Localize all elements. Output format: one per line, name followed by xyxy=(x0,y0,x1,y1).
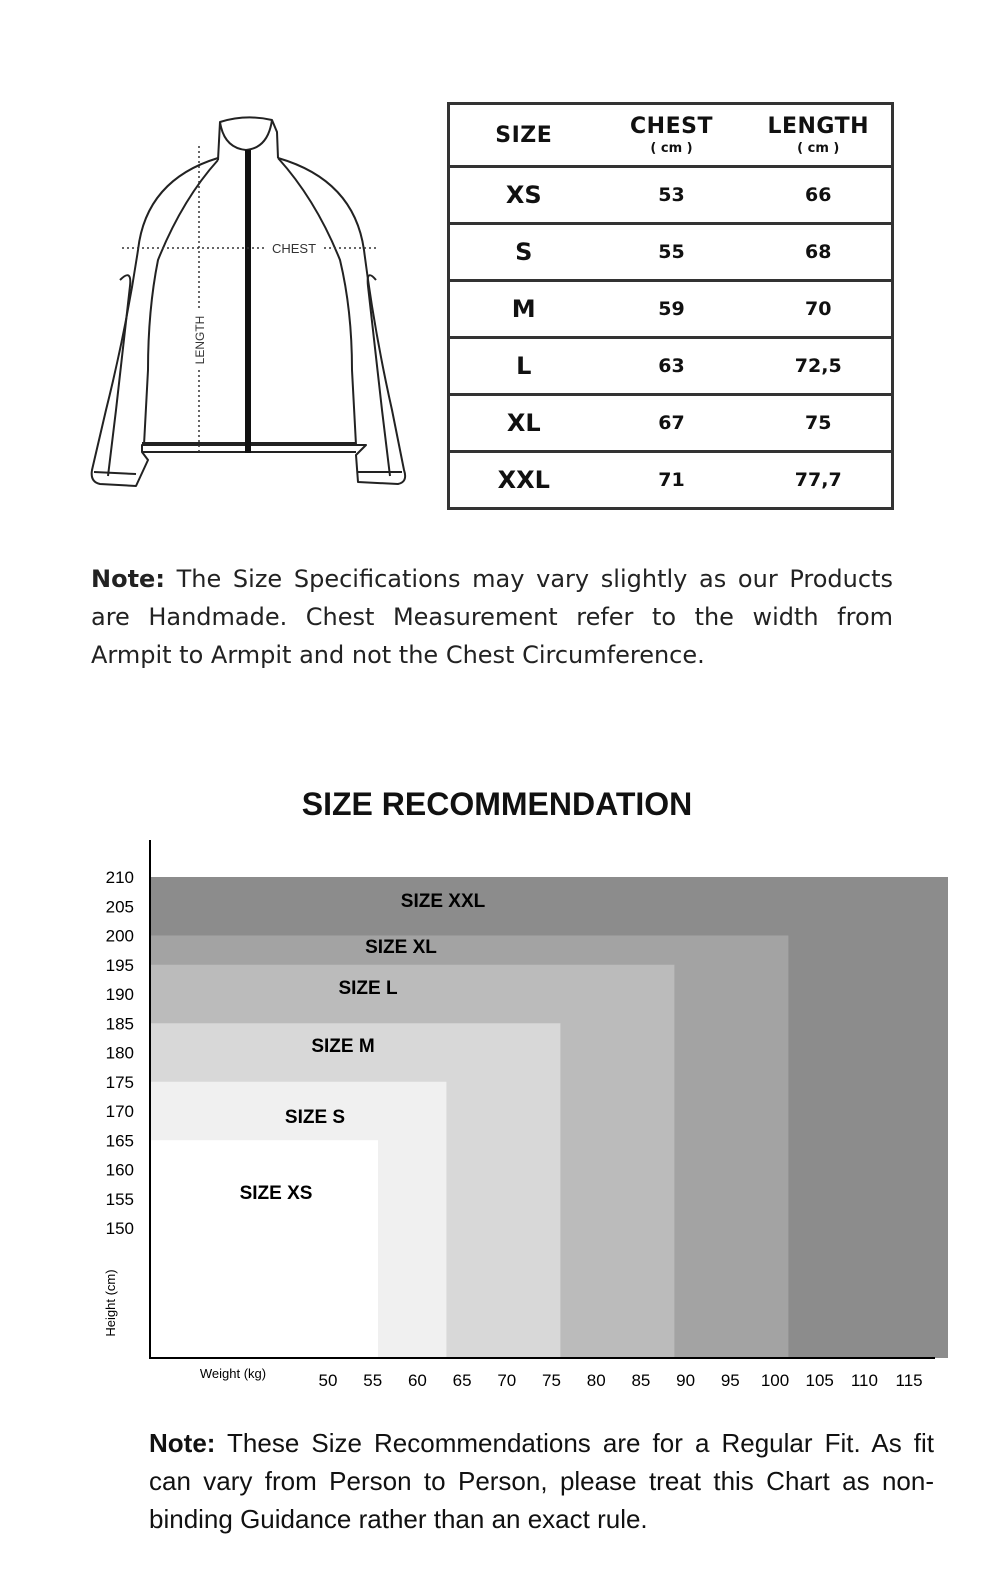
table-row: S 55 68 xyxy=(449,224,893,281)
y-tick-label: 205 xyxy=(105,897,134,917)
x-tick-label: 90 xyxy=(676,1371,696,1390)
note-text: The Size Specifications may vary slightly as our Products are Handmade. Chest Measurement refer to the width from Armpit to Armpit and not the Chest Circumference. xyxy=(91,565,893,669)
size-table xyxy=(447,102,894,510)
y-tick-label: 165 xyxy=(105,1131,134,1151)
size-recommendation-chart xyxy=(0,830,1000,1410)
header-chest: CHEST ( cm ) xyxy=(598,104,746,167)
x-tick-label: 65 xyxy=(452,1371,472,1390)
fit-note xyxy=(149,1424,934,1538)
x-tick-label: 75 xyxy=(542,1371,561,1390)
y-tick-label: 200 xyxy=(105,926,134,946)
header-size: SIZE xyxy=(495,122,553,148)
jacket-drawing xyxy=(86,110,416,495)
x-tick-label: 115 xyxy=(895,1371,923,1390)
header-length-unit: ( cm ) xyxy=(797,141,840,156)
x-tick-label: 95 xyxy=(720,1371,740,1390)
region-label: SIZE XS xyxy=(239,1183,313,1204)
region-size-xs xyxy=(150,1140,378,1358)
y-tick-label: 170 xyxy=(105,1102,134,1121)
note-label: Note: xyxy=(149,1428,216,1458)
y-tick-label: 155 xyxy=(105,1189,134,1209)
y-tick-label: 150 xyxy=(105,1219,134,1238)
y-tick-label: 210 xyxy=(105,868,134,887)
x-tick-label: 85 xyxy=(631,1371,651,1390)
y-tick-label: 190 xyxy=(105,985,134,1004)
region-label: SIZE XL xyxy=(365,937,437,958)
x-tick-label: 70 xyxy=(497,1371,517,1390)
region-label: SIZE XXL xyxy=(400,891,486,912)
table-row: XXL 71 77,7 xyxy=(449,452,893,509)
y-tick-label: 195 xyxy=(105,955,134,975)
y-tick-label: 180 xyxy=(105,1043,134,1063)
region-label: SIZE S xyxy=(284,1107,346,1128)
table-row: XL 67 75 xyxy=(449,395,893,452)
y-tick-label: 160 xyxy=(105,1160,134,1180)
region-label: SIZE M xyxy=(311,1036,375,1057)
y-axis-label: Height (cm) xyxy=(103,1269,118,1337)
header-length: LENGTH ( cm ) xyxy=(746,104,893,167)
x-tick-label: 110 xyxy=(850,1371,878,1390)
x-tick-label: 100 xyxy=(760,1371,790,1390)
x-tick-label: 105 xyxy=(805,1371,834,1390)
length-label: LENGTH xyxy=(193,315,207,365)
x-tick-label: 50 xyxy=(318,1371,338,1390)
x-tick-label: 55 xyxy=(363,1371,383,1390)
size-table-header xyxy=(449,104,893,167)
size-spec-note xyxy=(91,560,893,674)
table-row: L 63 72,5 xyxy=(449,338,893,395)
y-tick-label: 185 xyxy=(105,1014,134,1034)
chart-title: SIZE RECOMMENDATION xyxy=(301,786,693,822)
header-chest-unit: ( cm ) xyxy=(650,141,693,156)
chest-label: CHEST xyxy=(271,241,317,256)
x-tick-label: 80 xyxy=(586,1371,606,1390)
note-text: These Size Recommendations are for a Regular Fit. As fit can vary from Person to Person, please treat this Chart as non-binding Guidance rather than an exact rule. xyxy=(149,1428,934,1534)
y-tick-label: 175 xyxy=(105,1072,134,1092)
table-row: XS 53 66 xyxy=(449,167,893,224)
region-label: SIZE L xyxy=(338,978,398,999)
x-axis-label: Weight (kg) xyxy=(199,1366,267,1381)
x-tick-label: 60 xyxy=(407,1371,427,1390)
table-row: M 59 70 xyxy=(449,281,893,338)
note-label: Note: xyxy=(91,565,165,593)
